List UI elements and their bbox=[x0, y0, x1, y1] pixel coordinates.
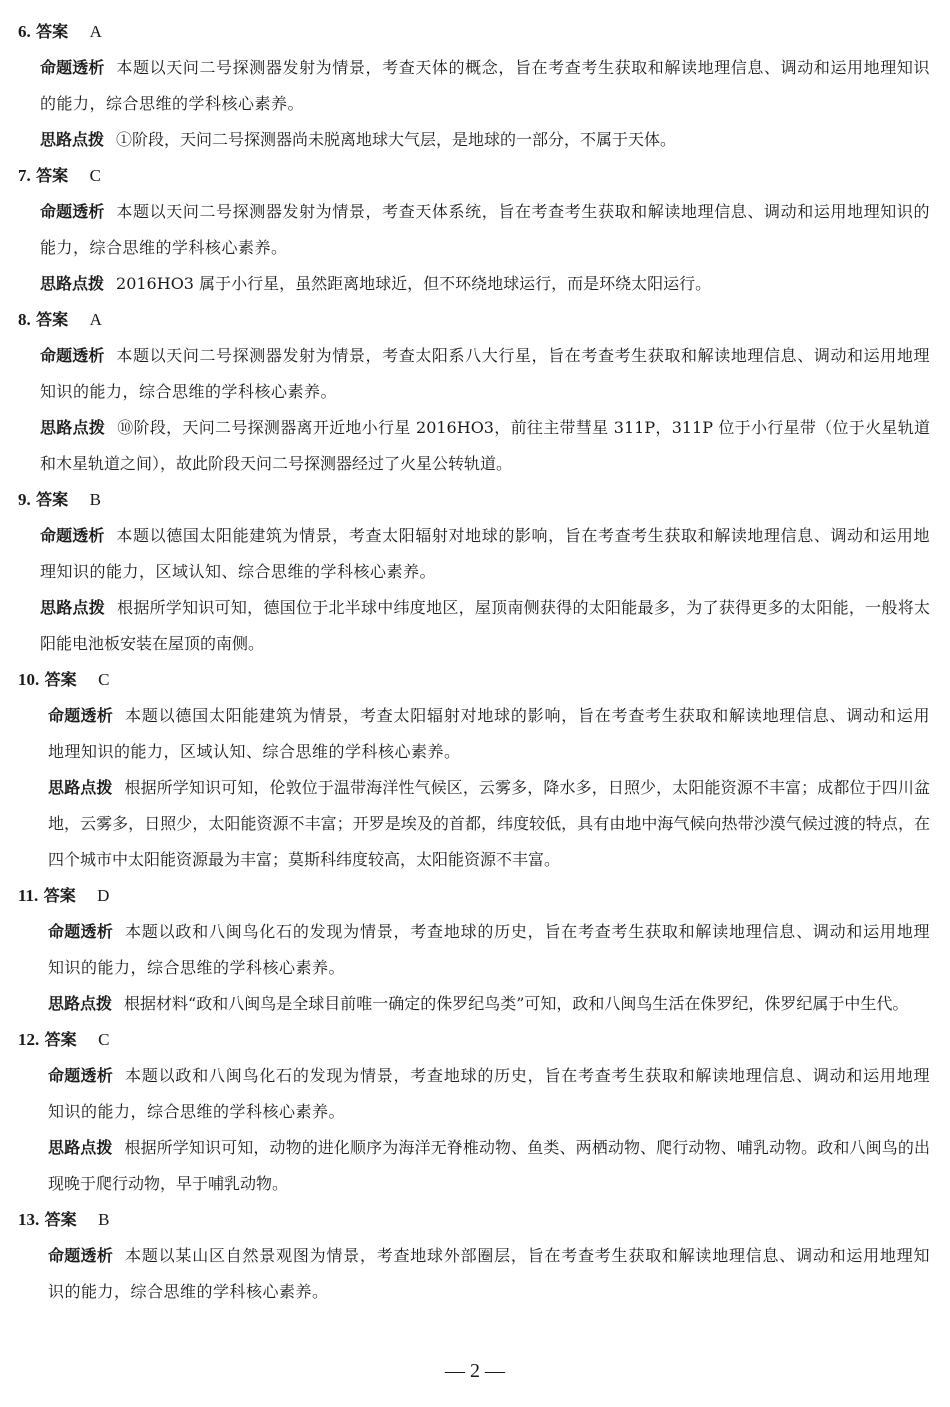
analysis-label: 命题透析 bbox=[48, 922, 114, 941]
answer-entry-6 bbox=[0, 14, 950, 158]
answer-value: C bbox=[98, 1030, 110, 1049]
analysis-label: 命题透析 bbox=[40, 526, 105, 545]
analysis-label: 命题透析 bbox=[48, 706, 114, 725]
analysis-text: 本题以某山区自然景观图为情景，考查地球外部圈层，旨在考查考生获取和解读地理信息、调动和运用地理知识的能力，综合思维的学科核心素养。 bbox=[48, 1246, 930, 1301]
analysis-text: 本题以天问二号探测器发射为情景，考查太阳系八大行星，旨在考查考生获取和解读地理信息、调动和运用地理知识的能力，综合思维的学科核心素养。 bbox=[40, 346, 930, 401]
hint-label: 思路点拨 bbox=[48, 778, 113, 797]
analysis-text: 本题以政和八闽鸟化石的发现为情景，考查地球的历史，旨在考查考生获取和解读地理信息、调动和运用地理知识的能力，综合思维的学科核心素养。 bbox=[48, 1066, 930, 1121]
analysis-paragraph bbox=[0, 518, 950, 590]
analysis-text: 本题以德国太阳能建筑为情景，考查太阳辐射对地球的影响，旨在考查考生获取和解读地理信息、调动和运用地理知识的能力，区域认知、综合思维的学科核心素养。 bbox=[40, 526, 930, 581]
hint-paragraph bbox=[0, 770, 950, 878]
analysis-label: 命题透析 bbox=[40, 58, 105, 77]
hint-label: 思路点拨 bbox=[48, 994, 113, 1013]
question-number: 10. bbox=[18, 670, 40, 689]
answer-label: 答案 bbox=[36, 490, 69, 509]
analysis-paragraph bbox=[0, 338, 950, 410]
answer-label: 答案 bbox=[36, 310, 69, 329]
answer-value: B bbox=[98, 1210, 110, 1229]
answer-entry-11 bbox=[0, 878, 950, 1022]
hint-label: 思路点拨 bbox=[40, 130, 105, 149]
analysis-text: 本题以天问二号探测器发射为情景，考查天体的概念，旨在考查考生获取和解读地理信息、调动和运用地理知识的能力，综合思维的学科核心素养。 bbox=[40, 58, 930, 113]
question-number: 13. bbox=[18, 1210, 40, 1229]
hint-paragraph bbox=[0, 410, 950, 482]
hint-label: 思路点拨 bbox=[40, 418, 106, 437]
hint-text: ①阶段，天问二号探测器尚未脱离地球大气层，是地球的一部分，不属于天体。 bbox=[116, 130, 677, 149]
answer-label: 答案 bbox=[43, 886, 76, 905]
analysis-label: 命题透析 bbox=[40, 202, 105, 221]
answer-entry-12 bbox=[0, 1022, 950, 1202]
answer-header bbox=[0, 1022, 950, 1058]
analysis-text: 本题以德国太阳能建筑为情景，考查太阳辐射对地球的影响，旨在考查考生获取和解读地理信息、调动和运用地理知识的能力，区域认知、综合思维的学科核心素养。 bbox=[48, 706, 930, 761]
answer-entry-10 bbox=[0, 662, 950, 878]
answer-list bbox=[0, 14, 950, 1310]
answer-label: 答案 bbox=[44, 670, 77, 689]
page-number: — 2 — bbox=[445, 1360, 505, 1382]
analysis-paragraph bbox=[0, 1238, 950, 1310]
answer-value: C bbox=[98, 670, 110, 689]
analysis-paragraph bbox=[0, 914, 950, 986]
question-number: 7. bbox=[18, 166, 31, 185]
hint-label: 思路点拨 bbox=[40, 598, 106, 617]
question-number: 6. bbox=[18, 22, 31, 41]
hint-text: 2016HO3 属于小行星，虽然距离地球近，但不环绕地球运行，而是环绕太阳运行。 bbox=[116, 274, 712, 293]
analysis-paragraph bbox=[0, 50, 950, 122]
answer-entry-8 bbox=[0, 302, 950, 482]
answer-value: C bbox=[89, 166, 101, 185]
question-number: 9. bbox=[18, 490, 31, 509]
hint-text: ⑩阶段，天问二号探测器离开近地小行星 2016HO3，前往主带彗星 311P，311P 位于小行星带（位于火星轨道和木星轨道之间），故此阶段天问二号探测器经过了火星公转轨道。 bbox=[40, 418, 930, 473]
answer-label: 答案 bbox=[44, 1210, 77, 1229]
answer-value: B bbox=[89, 490, 101, 509]
question-number: 8. bbox=[18, 310, 31, 329]
hint-text: 根据所学知识可知，伦敦位于温带海洋性气候区，云雾多，降水多，日照少，太阳能资源不丰富；成都位于四川盆地，云雾多，日照少，太阳能资源不丰富；开罗是埃及的首都，纬度较低，具有由地中海气候向热带沙漠气候过渡的特点，在四个城市中太阳能资源最为丰富；莫斯科纬度较高，太阳能资源不丰富。 bbox=[48, 778, 930, 869]
answer-entry-9 bbox=[0, 482, 950, 662]
analysis-text: 本题以政和八闽鸟化石的发现为情景，考查地球的历史，旨在考查考生获取和解读地理信息、调动和运用地理知识的能力，综合思维的学科核心素养。 bbox=[48, 922, 930, 977]
analysis-paragraph bbox=[0, 1058, 950, 1130]
answer-header bbox=[0, 302, 950, 338]
analysis-paragraph bbox=[0, 698, 950, 770]
answer-label: 答案 bbox=[36, 166, 69, 185]
answer-header bbox=[0, 662, 950, 698]
answer-header bbox=[0, 878, 950, 914]
answer-entry-7 bbox=[0, 158, 950, 302]
answer-header bbox=[0, 158, 950, 194]
question-number: 11. bbox=[18, 886, 39, 905]
hint-paragraph bbox=[0, 590, 950, 662]
analysis-label: 命题透析 bbox=[48, 1246, 114, 1265]
answer-entry-13 bbox=[0, 1202, 950, 1310]
answer-header bbox=[0, 14, 950, 50]
hint-label: 思路点拨 bbox=[40, 274, 105, 293]
hint-paragraph bbox=[0, 266, 950, 302]
hint-paragraph bbox=[0, 122, 950, 158]
answer-label: 答案 bbox=[36, 22, 69, 41]
answer-value: D bbox=[97, 886, 110, 905]
answer-label: 答案 bbox=[44, 1030, 77, 1049]
hint-text: 根据所学知识可知，德国位于北半球中纬度地区，屋顶南侧获得的太阳能最多，为了获得更多的太阳能，一般将太阳能电池板安装在屋顶的南侧。 bbox=[40, 598, 930, 653]
hint-label: 思路点拨 bbox=[48, 1138, 113, 1157]
analysis-label: 命题透析 bbox=[48, 1066, 114, 1085]
analysis-label: 命题透析 bbox=[40, 346, 105, 365]
hint-paragraph bbox=[0, 1130, 950, 1202]
analysis-text: 本题以天问二号探测器发射为情景，考查天体系统，旨在考查考生获取和解读地理信息、调动和运用地理知识的能力，综合思维的学科核心素养。 bbox=[40, 202, 930, 257]
analysis-paragraph bbox=[0, 194, 950, 266]
answer-value: A bbox=[89, 22, 102, 41]
hint-paragraph bbox=[0, 986, 950, 1022]
hint-text: 根据材料“政和八闽鸟是全球目前唯一确定的侏罗纪鸟类”可知，政和八闽鸟生活在侏罗纪，侏罗纪属于中生代。 bbox=[124, 994, 909, 1013]
hint-text: 根据所学知识可知，动物的进化顺序为海洋无脊椎动物、鱼类、两栖动物、爬行动物、哺乳动物。政和八闽鸟的出现晚于爬行动物，早于哺乳动物。 bbox=[48, 1138, 930, 1193]
question-number: 12. bbox=[18, 1030, 40, 1049]
answer-value: A bbox=[89, 310, 102, 329]
answer-header bbox=[0, 482, 950, 518]
answer-header bbox=[0, 1202, 950, 1238]
